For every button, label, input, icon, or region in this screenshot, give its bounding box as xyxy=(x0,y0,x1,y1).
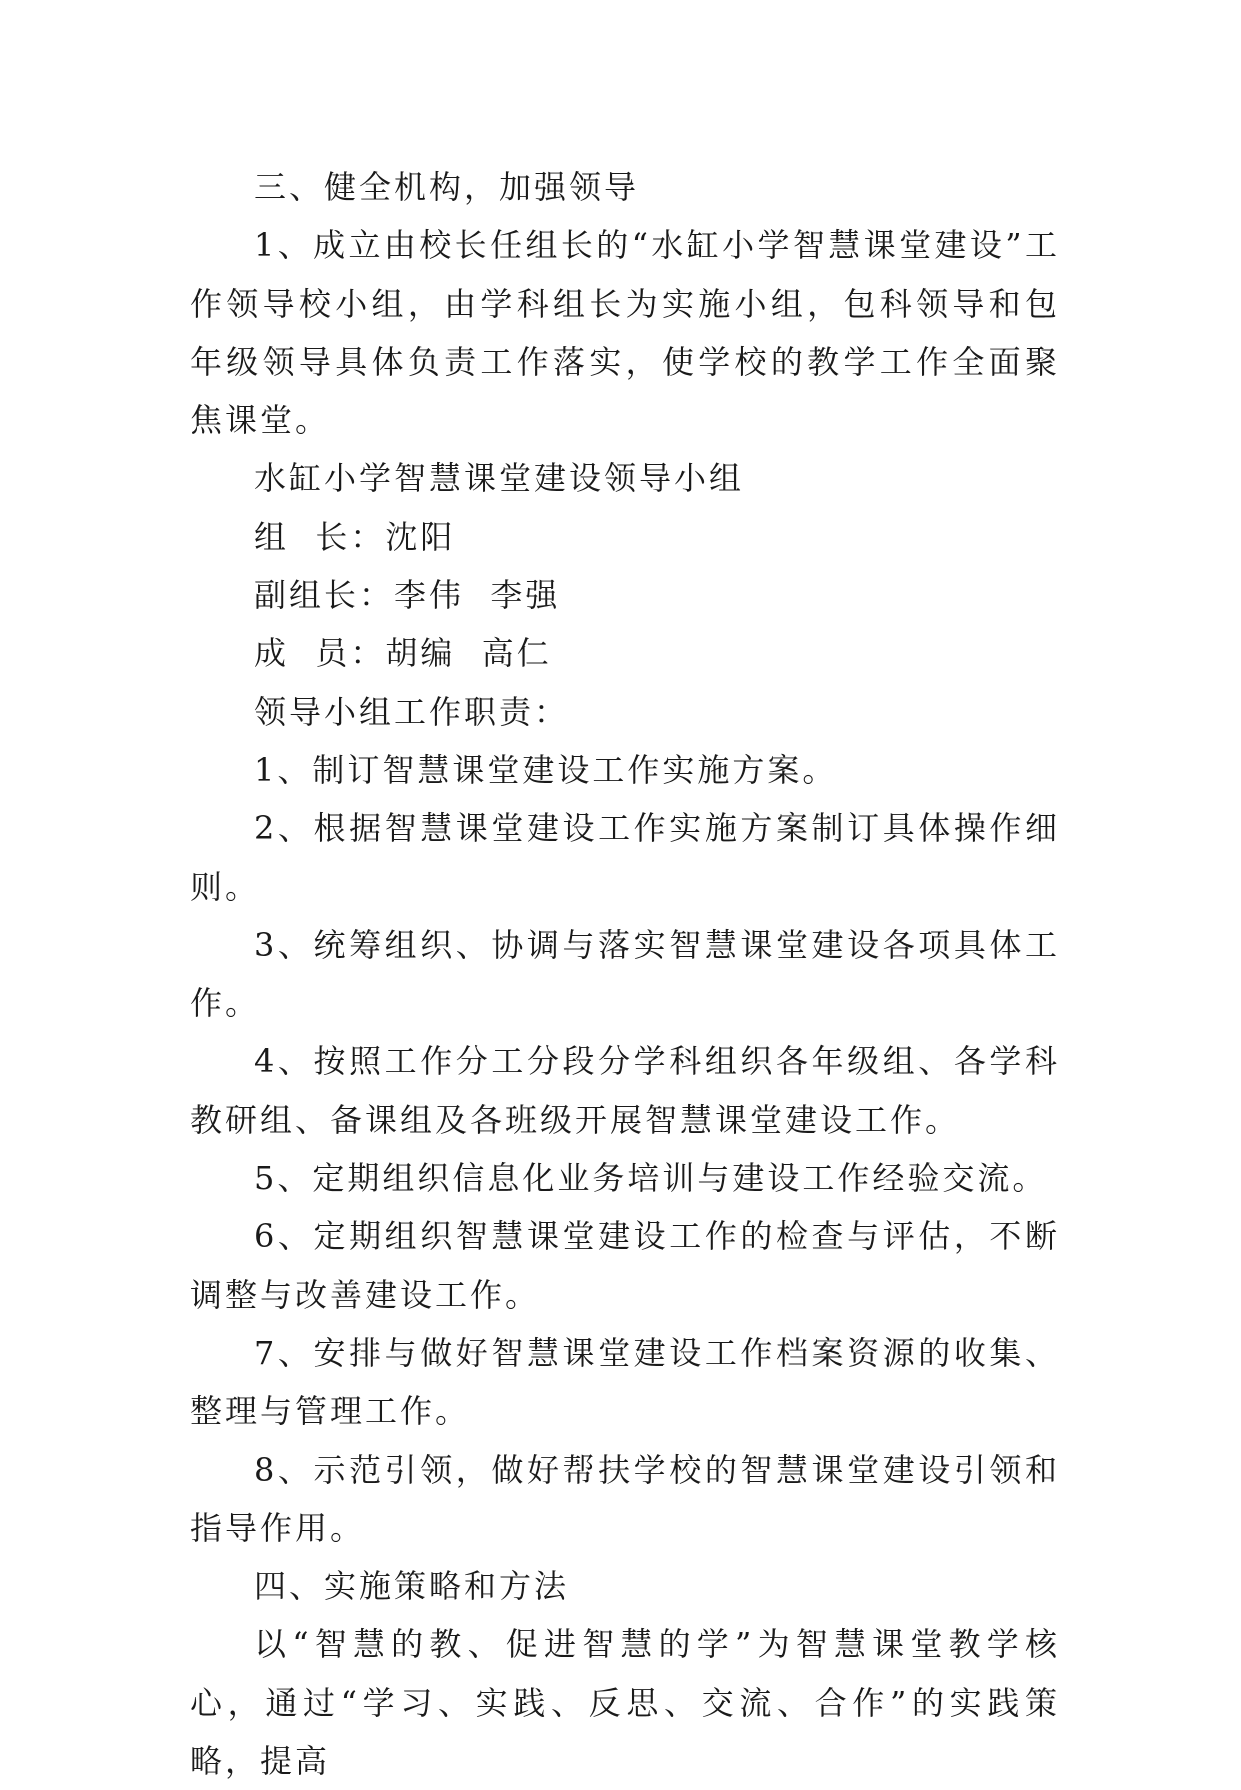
leadership-group-title: 水缸小学智慧课堂建设领导小组 xyxy=(254,459,745,498)
duties-title: 领导小组工作职责： xyxy=(254,692,570,731)
document-page xyxy=(190,158,1060,1790)
section-3-heading: 三、健全机构，加强领导 xyxy=(254,168,640,206)
duty-item: 1、制订智慧课堂建设工作实施方案。 xyxy=(254,750,838,789)
establish-group-paragraph: 1、成立由校长任组长的“水缸小学智慧课堂建设”工作领导校小组，由学科组长为实施小组，包科领导和包年级领导具体负责工作落实，使学校的教学工作全面聚焦课堂。 xyxy=(190,226,1060,440)
deputy-leader-line: 副组长：李伟 李强 xyxy=(254,576,561,615)
group-leader-line: 组 长：沈阳 xyxy=(254,517,456,556)
duty-item: 4、按照工作分工分段分学科组织各年级组、各学科教研组、备课组及各班级开展智慧课堂建设工作。 xyxy=(190,1042,1060,1139)
duty-item: 5、定期组织信息化业务培训与建设工作经验交流。 xyxy=(254,1159,1048,1198)
duty-item: 3、统筹组织、协调与落实智慧课堂建设各项具体工作。 xyxy=(190,925,1060,1023)
members-line: 成 员：胡编 高仁 xyxy=(254,634,552,673)
duty-item: 7、安排与做好智慧课堂建设工作档案资源的收集、整理与管理工作。 xyxy=(190,1333,1060,1431)
section-4-heading: 四、实施策略和方法 xyxy=(254,1567,570,1606)
duty-item: 8、示范引领，做好帮扶学校的智慧课堂建设引领和指导作用。 xyxy=(190,1450,1060,1547)
duty-item: 6、定期组织智慧课堂建设工作的检查与评估，不断调整与改善建设工作。 xyxy=(190,1217,1060,1314)
duty-item: 2、根据智慧课堂建设工作实施方案制订具体操作细则。 xyxy=(190,809,1060,906)
strategy-paragraph: 以“智慧的教、促进智慧的学”为智慧课堂教学核心，通过“学习、实践、反思、交流、合作”的实践策略，提高 xyxy=(190,1625,1060,1781)
